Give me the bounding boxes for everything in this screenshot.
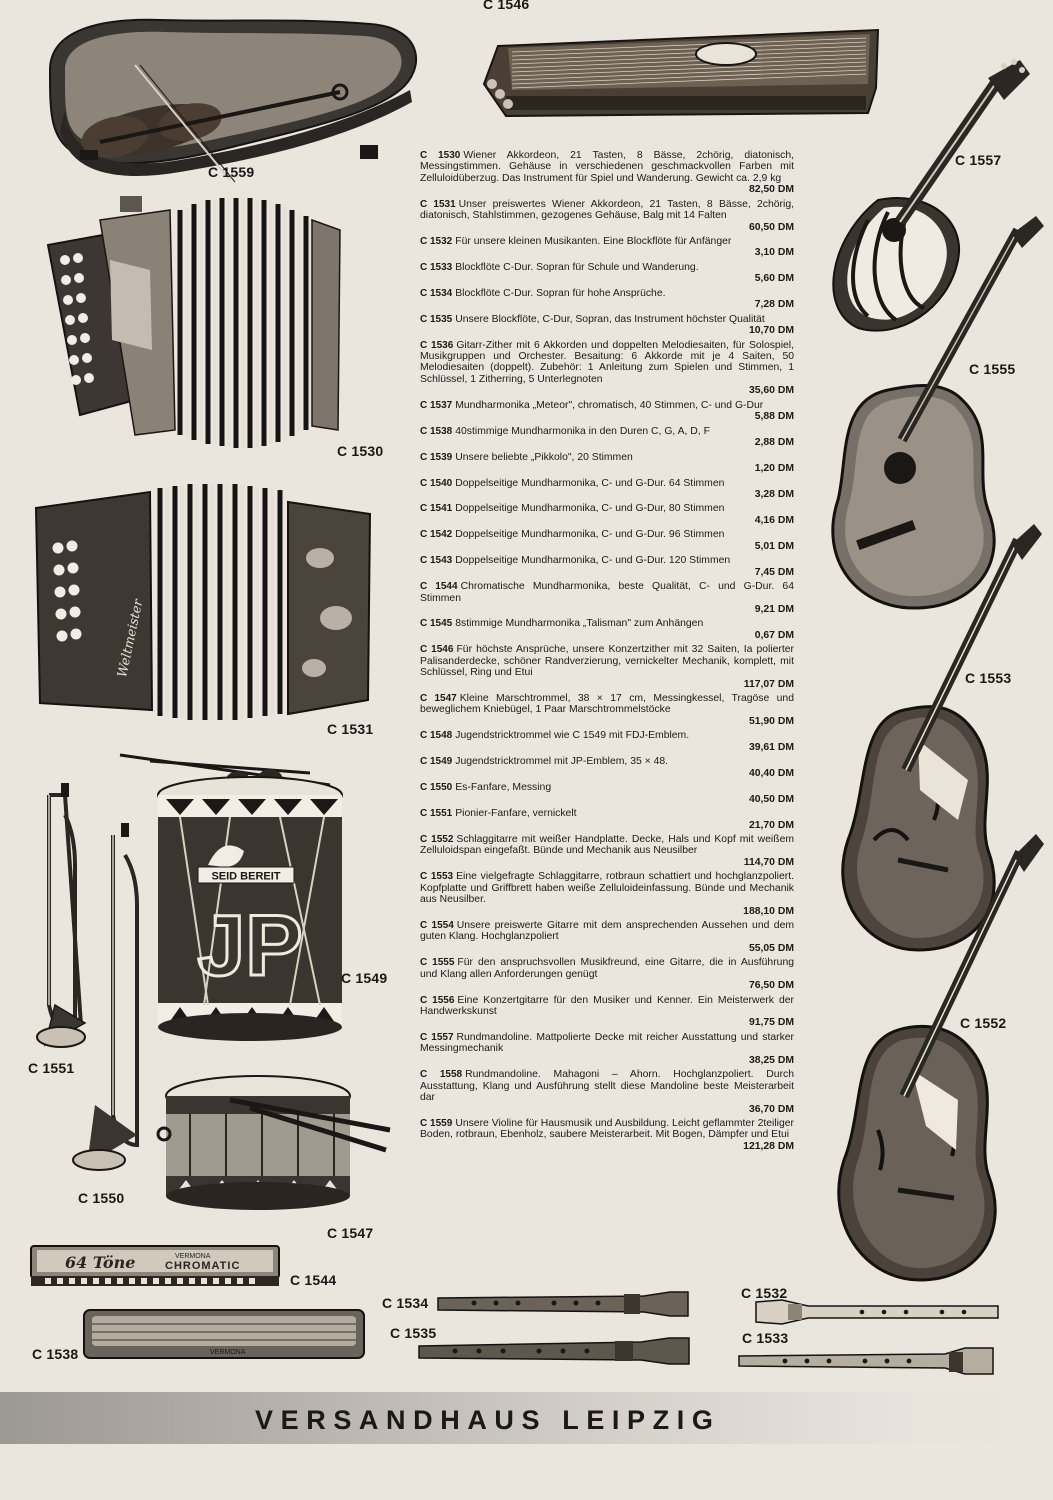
listing-description: Mundharmonika „Meteor", chromatisch, 40 Stimmen, C- und G-Dur xyxy=(455,399,764,411)
listing-entry xyxy=(420,288,794,311)
listing-description: Rundmandoline. Mahagoni – Ahorn. Hochglanzpoliert. Durch Ausstattung, Klang und Ausführung stellt diese Mandoline beste Meisterarbeit dar xyxy=(420,1069,795,1104)
listing-code: C 1530 xyxy=(420,150,461,161)
listing-code: C 1549 xyxy=(420,756,453,768)
label-c1555: C 1555 xyxy=(969,361,1016,377)
listing-entry xyxy=(420,581,794,615)
listing-code: C 1543 xyxy=(420,555,453,567)
label-c1557: C 1557 xyxy=(955,152,1002,168)
listing-code: C 1540 xyxy=(420,477,453,489)
listing-code: C 1541 xyxy=(420,503,453,515)
listing-entry xyxy=(420,555,794,578)
listing-entry xyxy=(420,730,794,753)
recorder-1535-picture xyxy=(415,1336,695,1366)
listing-code: C 1536 xyxy=(420,339,454,351)
label-c1549: C 1549 xyxy=(341,970,388,986)
listing-description: Pionier-Fanfare, vernickelt xyxy=(455,808,577,820)
listing-code: C 1532 xyxy=(420,236,453,248)
drum-banner-text: SEID BEREIT xyxy=(211,870,281,883)
listing-code: C 1544 xyxy=(420,581,458,593)
listing-price: 1,20 DM xyxy=(754,463,794,474)
listing-description: Eine vielgefragte Schlaggitarre, rotbraun schattiert und hochglanzpoliert. Kopfplatte und Griffbrett haben weiße Zelluloideinfassung. Bünde und Mechanik aus Neusilber. xyxy=(420,871,795,906)
label-c1553: C 1553 xyxy=(965,670,1012,686)
label-c1535: C 1535 xyxy=(390,1325,437,1341)
recorder-1533-picture xyxy=(735,1346,1000,1376)
listing-entry xyxy=(420,452,794,475)
listing-price: 5,01 DM xyxy=(754,540,794,552)
listing-description: Für höchste Ansprüche, unsere Konzertzither mit 32 Saiten, Ia polierter Palisanderdecke, schöner Randverzierung, vernickelter Mechanik, komplett, mit Schlüssel, Ring und Etui xyxy=(420,644,794,679)
listing-entry xyxy=(420,426,794,449)
listing-price: 117,07 DM xyxy=(743,678,794,690)
listing-price: 5,60 DM xyxy=(754,273,794,285)
accordion-brand-text: Weltmeister xyxy=(115,598,147,679)
listing-price: 114,70 DM xyxy=(743,856,794,868)
listing-code: C 1550 xyxy=(420,782,453,794)
listing-description: Doppelseitige Mundharmonika, C- und G-Dur, 80 Stimmen xyxy=(455,503,725,515)
listing-description: Für unsere kleinen Musikanten. Eine Blockflöte für Anfänger xyxy=(455,236,732,248)
listing-code: C 1554 xyxy=(420,920,454,932)
listing-code: C 1556 xyxy=(420,994,455,1006)
listing-description: 40stimmige Mundharmonika in den Duren C, G, A, D, F xyxy=(455,425,710,437)
accordion-1530-picture xyxy=(40,190,350,470)
drum-emblem-text: JP xyxy=(197,898,303,994)
listing-entry xyxy=(420,1069,794,1115)
listing-entry xyxy=(420,920,794,954)
listing-price: 55,05 DM xyxy=(748,942,794,954)
listing-price: 5,88 DM xyxy=(754,411,794,423)
listing-price: 91,75 DM xyxy=(748,1017,794,1029)
label-c1546: C 1546 xyxy=(483,0,530,12)
listing-description: Doppelseitige Mundharmonika, C- und G-Dur. 64 Stimmen xyxy=(455,477,725,489)
harmonica-model-text: CHROMATIC xyxy=(165,1260,241,1272)
listing-code: C 1538 xyxy=(420,425,453,437)
listing-code: C 1531 xyxy=(420,198,456,210)
listing-entry xyxy=(420,150,794,196)
listing-code: C 1552 xyxy=(420,834,454,845)
listing-price: 4,16 DM xyxy=(754,514,794,526)
listing-entry xyxy=(420,995,794,1029)
listing-code: C 1547 xyxy=(420,693,457,705)
label-c1559: C 1559 xyxy=(208,164,255,180)
listing-price: 51,90 DM xyxy=(748,715,794,727)
listing-code: C 1545 xyxy=(420,618,453,630)
listing-code: C 1553 xyxy=(420,871,454,883)
listing-entry xyxy=(420,756,794,779)
listing-entry xyxy=(420,644,794,690)
listing-entry xyxy=(420,782,794,805)
listing-price: 82,50 DM xyxy=(748,184,794,196)
listing-price: 2,88 DM xyxy=(754,437,794,449)
listing-price: 21,70 DM xyxy=(748,819,794,831)
listing-description: Rundmandoline. Mattpolierte Decke mit reicher Ausstattung und starker Messingmechanik xyxy=(420,1031,794,1055)
accordion-1531-picture xyxy=(30,478,380,738)
listing-price: 0,67 DM xyxy=(754,629,794,641)
listing-entry xyxy=(420,529,794,552)
listing-entry xyxy=(420,478,794,501)
listing-price: 10,70 DM xyxy=(748,325,794,337)
label-c1547: C 1547 xyxy=(327,1225,374,1241)
listing-price: 7,28 DM xyxy=(754,299,794,311)
listing-description: 8stimmige Mundharmonika „Talisman" zum Anhängen xyxy=(455,618,704,630)
listing-description: Unsere Violine für Hausmusik und Ausbildung. Leicht geflammter 2teiliger Boden, rotbraun, Ebenholz, saubere Meisterarbeit. Mit Bogen, Dämpfer und Etui xyxy=(420,1118,795,1141)
listing-code: C 1533 xyxy=(420,261,453,273)
listing-entry xyxy=(420,834,794,868)
listing-entry xyxy=(420,871,794,917)
listing-description: Kleine Marschtrommel, 38 × 17 cm, Messingkessel, Tragöse und beweglichem Kniebügel, 1 Paar Marschtrommelstöcke xyxy=(420,693,794,716)
listing-description: Chromatische Mundharmonika, beste Qualität, C- und G-Dur. 64 Stimmen xyxy=(420,581,794,604)
listing-entry xyxy=(420,400,794,423)
listing-price: 60,50 DM xyxy=(748,221,794,233)
listing-code: C 1534 xyxy=(420,287,453,299)
listing-entry xyxy=(420,1118,794,1152)
listing-code: C 1551 xyxy=(420,808,453,820)
listing-description: Eine Konzertgitarre für den Musiker und Kenner. Ein Meisterwerk der Handwerkskunst xyxy=(420,994,794,1018)
listing-code: C 1557 xyxy=(420,1031,454,1043)
drum-1549-picture xyxy=(110,755,350,1055)
listing-entry xyxy=(420,236,794,259)
label-c1534: C 1534 xyxy=(382,1295,429,1311)
listing-price: 76,50 DM xyxy=(748,980,794,992)
listing-price: 121,28 DM xyxy=(743,1140,794,1152)
listing-description: Wiener Akkordeon, 21 Tasten, 8 Bässe, 2chörig, diatonisch, Messingstimmen. Gehäuse in verschiedenen geschmackvollen Farben mit Zelluloidüberzug. Das Instrument für Spiel und Wanderung. Gewicht ca. 2,9 kg xyxy=(420,150,794,184)
listing-description: Blockflöte C-Dur. Sopran für Schule und Wanderung. xyxy=(455,261,699,273)
harmonica-1538-picture xyxy=(80,1304,370,1368)
recorder-1534-picture xyxy=(434,1290,694,1318)
label-c1550: C 1550 xyxy=(78,1190,125,1206)
listing-description: Unsere preiswerte Gitarre mit dem ansprechenden Aussehen und dem guten Klang. Hochglanzpoliert xyxy=(420,920,795,943)
listing-code: C 1537 xyxy=(420,399,453,411)
listing-description: Doppelseitige Mundharmonika, C- und G-Dur. 120 Stimmen xyxy=(455,555,731,567)
label-c1551: C 1551 xyxy=(28,1060,75,1076)
listing-code: C 1559 xyxy=(420,1118,453,1129)
listing-price: 188,10 DM xyxy=(743,905,794,917)
listing-code: C 1558 xyxy=(420,1069,463,1081)
listing-description: Jugendstricktrommel wie C 1549 mit FDJ-Emblem. xyxy=(455,730,690,742)
listing-entry xyxy=(420,199,794,233)
listing-price: 9,21 DM xyxy=(754,603,794,615)
listing-entry xyxy=(420,314,794,337)
listing-description: Gitarr-Zither mit 6 Akkorden und doppelten Melodiesaiten, für Solospiel, Musikgruppen und Orchester. Besaitung: 6 Akkorde mit je 4 Saiten, 50 Melodiesaiten (doppelt). Zubehör: 1 Anleitung zum Spielen und Stimmen, 1 Schlüssel, 1 Zitherring, 5 Unterlegnoten xyxy=(420,339,794,385)
listing-price: 3,10 DM xyxy=(754,247,794,259)
listing-description: Blockflöte C-Dur. Sopran für hohe Ansprüche. xyxy=(455,287,666,299)
listing-price: 39,61 DM xyxy=(748,741,794,753)
listing-code: C 1539 xyxy=(420,451,453,463)
label-c1533: C 1533 xyxy=(742,1330,789,1346)
listing-code: C 1542 xyxy=(420,529,453,541)
listing-description: Für den anspruchsvollen Musikfreund, eine Gitarre, die in Ausführung und Klang allen Anforderungen genügt xyxy=(420,957,795,980)
footer-title: VERSANDHAUS LEIPZIG xyxy=(255,1405,721,1435)
listing-price: 38,25 DM xyxy=(748,1054,794,1066)
listing-entry xyxy=(420,808,794,831)
label-c1531: C 1531 xyxy=(327,721,374,737)
listing-entry xyxy=(420,1032,794,1066)
listing-code: C 1548 xyxy=(420,730,453,742)
label-c1538: C 1538 xyxy=(32,1346,79,1362)
listing-price: 3,28 DM xyxy=(754,488,794,500)
listing-entry xyxy=(420,693,794,727)
listing-code: C 1555 xyxy=(420,957,455,969)
listing-description: Schlaggitarre mit weißer Handplatte. Decke, Hals und Kopf mit weißem Zelluloidspan eingefaßt. Bünde und Mechanik aus Neusilber xyxy=(420,834,795,857)
listing-price: 40,50 DM xyxy=(748,793,794,805)
label-c1552: C 1552 xyxy=(960,1015,1007,1031)
listing-description: Jugendstricktrommel mit JP-Emblem, 35 × 48. xyxy=(455,756,669,768)
price-listing xyxy=(420,150,794,1155)
harmonica-brand-text: VERMONA xyxy=(175,1253,211,1260)
listing-price: 35,60 DM xyxy=(748,385,794,397)
guitar-1552-picture xyxy=(808,830,1048,1290)
listing-code: C 1535 xyxy=(420,313,453,325)
listing-description: Unser preiswertes Wiener Akkordeon, 21 Tasten, 8 Bässe, 2chörig, diatonisch, Stahlstimmen, gezogenes Gehäuse, Balg mit 14 Falten xyxy=(420,198,794,222)
listing-description: Unsere beliebte „Pikkolo", 20 Stimmen xyxy=(455,451,633,463)
listing-entry xyxy=(420,340,794,397)
listing-code: C 1546 xyxy=(420,644,454,656)
recorder-1532-picture xyxy=(752,1298,1002,1326)
listing-entry xyxy=(420,618,794,641)
listing-description: Es-Fanfare, Messing xyxy=(455,782,552,794)
label-c1544: C 1544 xyxy=(290,1272,337,1288)
drum-1547-picture xyxy=(150,1070,400,1220)
label-c1530: C 1530 xyxy=(337,443,384,459)
listing-price: 40,40 DM xyxy=(748,767,794,779)
listing-price: 7,45 DM xyxy=(754,566,794,578)
listing-price: 36,70 DM xyxy=(748,1103,794,1115)
listing-entry xyxy=(420,503,794,526)
listing-description: Doppelseitige Mundharmonika, C- und G-Dur. 96 Stimmen xyxy=(455,529,725,541)
listing-description: Unsere Blockflöte, C-Dur, Sopran, das Instrument höchster Qualität xyxy=(455,313,765,325)
listing-entry xyxy=(420,262,794,285)
harmonica-1544-picture xyxy=(25,1236,285,1296)
harmonica-64-text: 64 Töne xyxy=(65,1253,136,1272)
listing-entry xyxy=(420,957,794,991)
label-c1532: C 1532 xyxy=(741,1285,788,1301)
harmonica-1538-brand-text: VERMONA xyxy=(210,1349,246,1356)
